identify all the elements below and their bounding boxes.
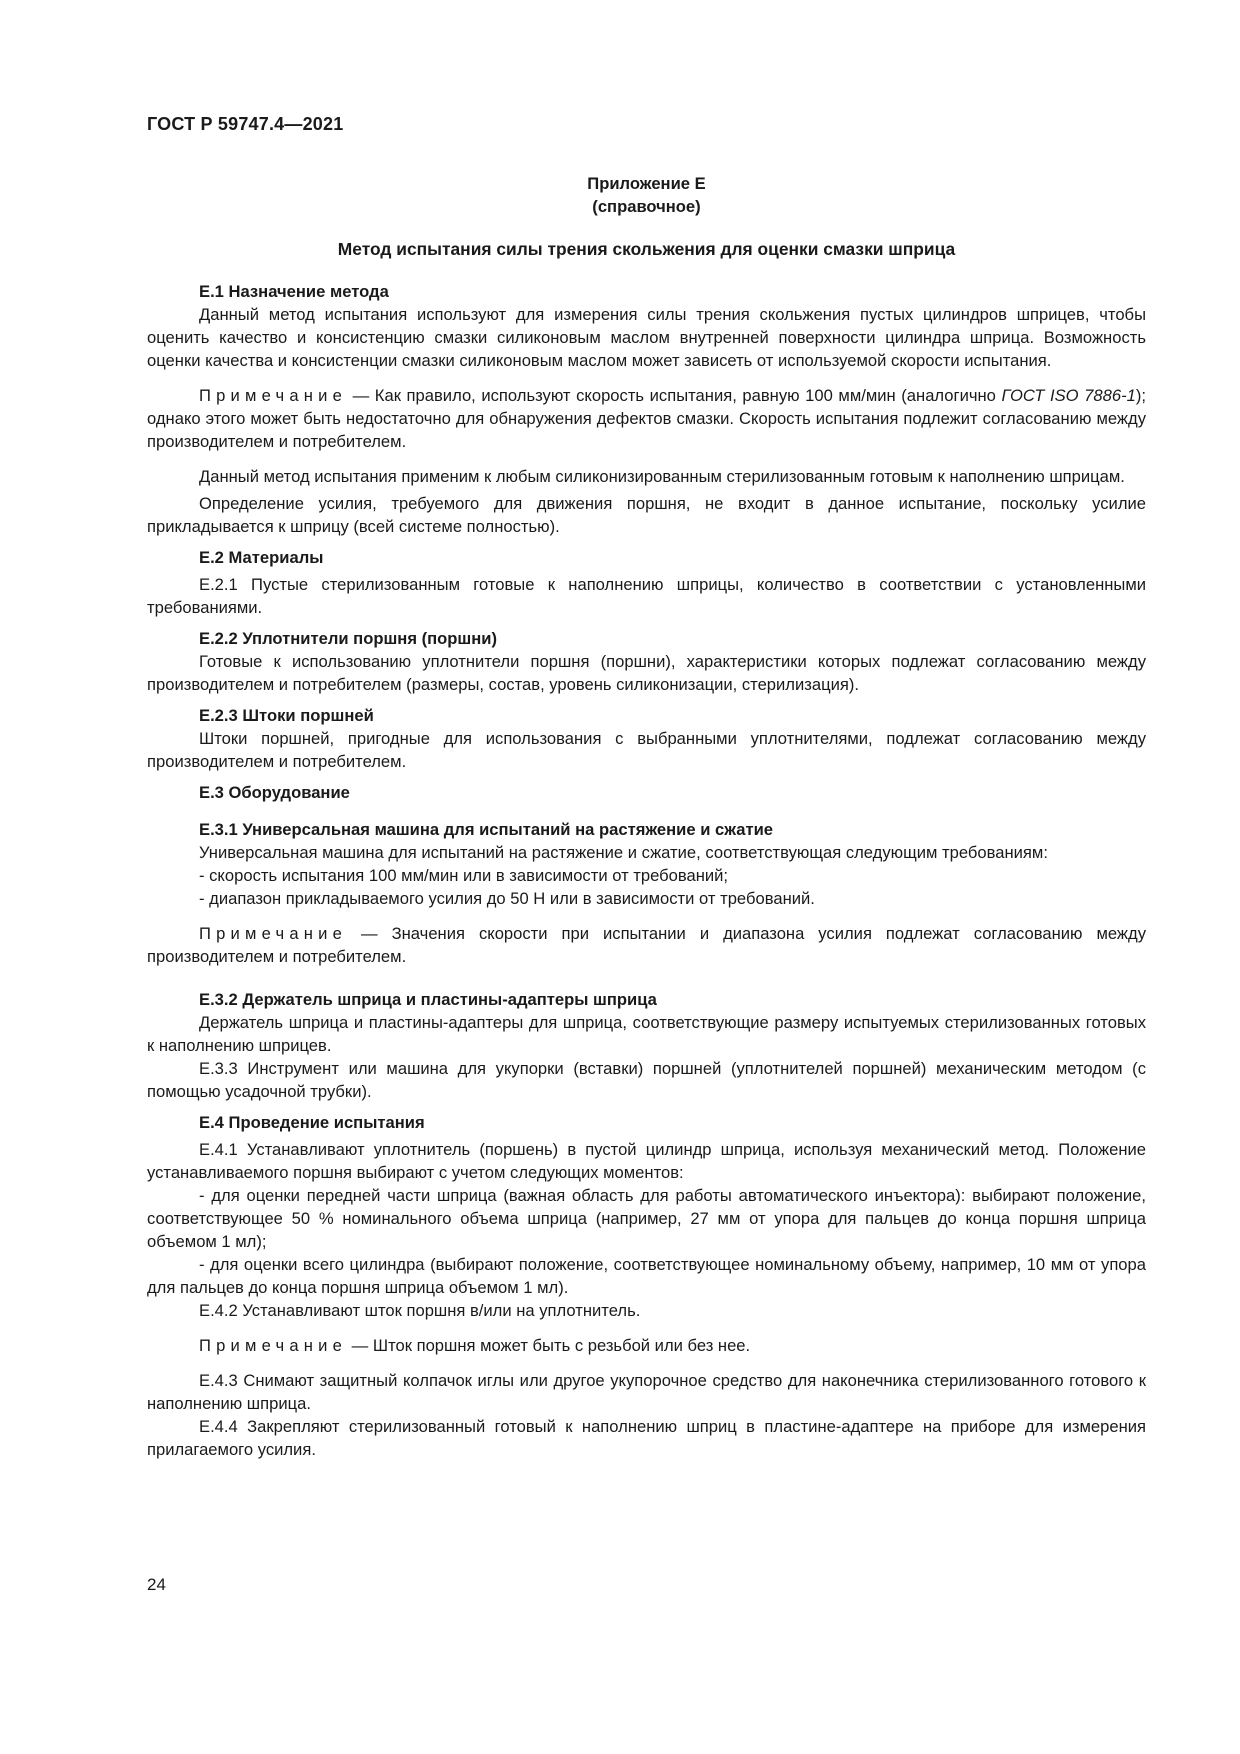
page-content	[147, 172, 1146, 1461]
paragraph: Данный метод испытания используют для измерения силы трения скольжения пустых цилиндров шприцев, чтобы оценить качество и консистенцию смазки силиконовым маслом внутренней поверхности цилиндра шприца. Возможность оценки качества и консистенции смазки силиконовым маслом может зависеть от используемой скорости испытания.	[147, 305, 1146, 370]
subsection-heading-e23: Е.2.3 Штоки поршней	[199, 706, 374, 725]
subsection-heading-e32: Е.3.2 Держатель шприца и пластины-адаптеры шприца	[199, 990, 657, 1009]
list-item: - для оценки передней части шприца (важная область для работы автоматического инъектора): выбирают положение, соответствующее 50 % номинального объема шприца (например, 27 мм от упора для пальцев до конца поршня шприца объемом 1 мл);	[147, 1186, 1146, 1251]
subsection-heading-e22: Е.2.2 Уплотнители поршня (поршни)	[199, 629, 498, 648]
section-heading-e4: Е.4 Проведение испытания	[199, 1113, 425, 1132]
annex-heading: Метод испытания силы трения скольжения для оценки смазки шприца	[337, 239, 956, 259]
paragraph: Е.3.3 Инструмент или машина для укупорки (вставки) поршней (уплотнителей поршней) механическим методом (с помощью усадочной трубки).	[147, 1059, 1146, 1101]
paragraph: Штоки поршней, пригодные для использования с выбранными уплотнителями, подлежат согласованию между производителем и потребителем.	[147, 729, 1146, 771]
paragraph: Е.2.1 Пустые стерилизованным готовые к наполнению шприцы, количество в соответствии с установленными требованиями.	[147, 575, 1146, 617]
note-label: Примечание	[199, 1336, 348, 1355]
annex-title: Приложение Е	[587, 174, 706, 193]
note-text: — Шток поршня может быть с резьбой или без нее.	[347, 1336, 751, 1355]
list-item: - для оценки всего цилиндра (выбирают положение, соответствующее номинальному объему, например, 10 мм от упора для пальцев до конца поршня шприца объемом 1 мл).	[147, 1255, 1146, 1297]
annex-kind: (справочное)	[592, 197, 701, 216]
list-item: - диапазон прикладываемого усилия до 50 Н или в зависимости от требований.	[199, 889, 815, 908]
section-heading-e3: Е.3 Оборудование	[199, 783, 350, 802]
paragraph: Данный метод испытания применим к любым силиконизированным стерилизованным готовым к наполнению шприцам.	[199, 467, 1125, 486]
note-text: ); однако этого может быть недостаточно для обнаружения дефектов смазки. Скорость испытания подлежит согласованию между производителем и потребителем.	[147, 386, 1146, 451]
subsection-heading-e31: Е.3.1 Универсальная машина для испытаний на растяжение и сжатие	[199, 820, 774, 839]
note-paragraph	[147, 1334, 1146, 1357]
page-number: 24	[147, 1575, 166, 1594]
note-label: Примечание	[199, 386, 348, 405]
paragraph: Определение усилия, требуемого для движения поршня, не входит в данное испытание, поскольку усилие прикладывается к шприцу (всей системе полностью).	[147, 494, 1146, 536]
note-text: — Как правило, используют скорость испытания, равную 100 мм/мин (аналогично	[347, 386, 1002, 405]
standard-header: ГОСТ Р 59747.4—2021	[147, 114, 344, 134]
paragraph: Е.4.1 Устанавливают уплотнитель (поршень) в пустой цилиндр шприца, используя механический метод. Положение устанавливаемого поршня выбирают с учетом следующих моментов:	[147, 1140, 1146, 1182]
section-heading-e2: Е.2 Материалы	[199, 548, 324, 567]
paragraph: Е.4.4 Закрепляют стерилизованный готовый к наполнению шприц в пластине-адаптере на приборе для измерения прилагаемого усилия.	[147, 1417, 1146, 1459]
paragraph: Е.4.3 Снимают защитный колпачок иглы или другое укупорочное средство для наконечника стерилизованного готового к наполнению шприца.	[147, 1371, 1146, 1413]
section-heading-e1: Е.1 Назначение метода	[199, 282, 389, 301]
paragraph: Готовые к использованию уплотнители поршня (поршни), характеристики которых подлежат согласованию между производителем и потребителем (размеры, состав, уровень силиконизации, стерилизация).	[147, 652, 1146, 694]
paragraph: Е.4.2 Устанавливают шток поршня в/или на уплотнитель.	[199, 1301, 641, 1320]
standard-reference: ГОСТ ISO 7886-1	[1001, 386, 1136, 405]
paragraph: Универсальная машина для испытаний на растяжение и сжатие, соответствующая следующим требованиям:	[199, 843, 1048, 862]
note-paragraph	[147, 384, 1146, 453]
note-text: — Значения скорости при испытании и диапазона усилия подлежат согласованию между производителем и потребителем.	[147, 924, 1146, 966]
note-label: Примечание	[199, 924, 348, 943]
list-item: - скорость испытания 100 мм/мин или в зависимости от требований;	[199, 866, 729, 885]
paragraph: Держатель шприца и пластины-адаптеры для шприца, соответствующие размеру испытуемых стерилизованных готовых к наполнению шприцев.	[147, 1013, 1146, 1055]
note-paragraph	[147, 922, 1146, 968]
